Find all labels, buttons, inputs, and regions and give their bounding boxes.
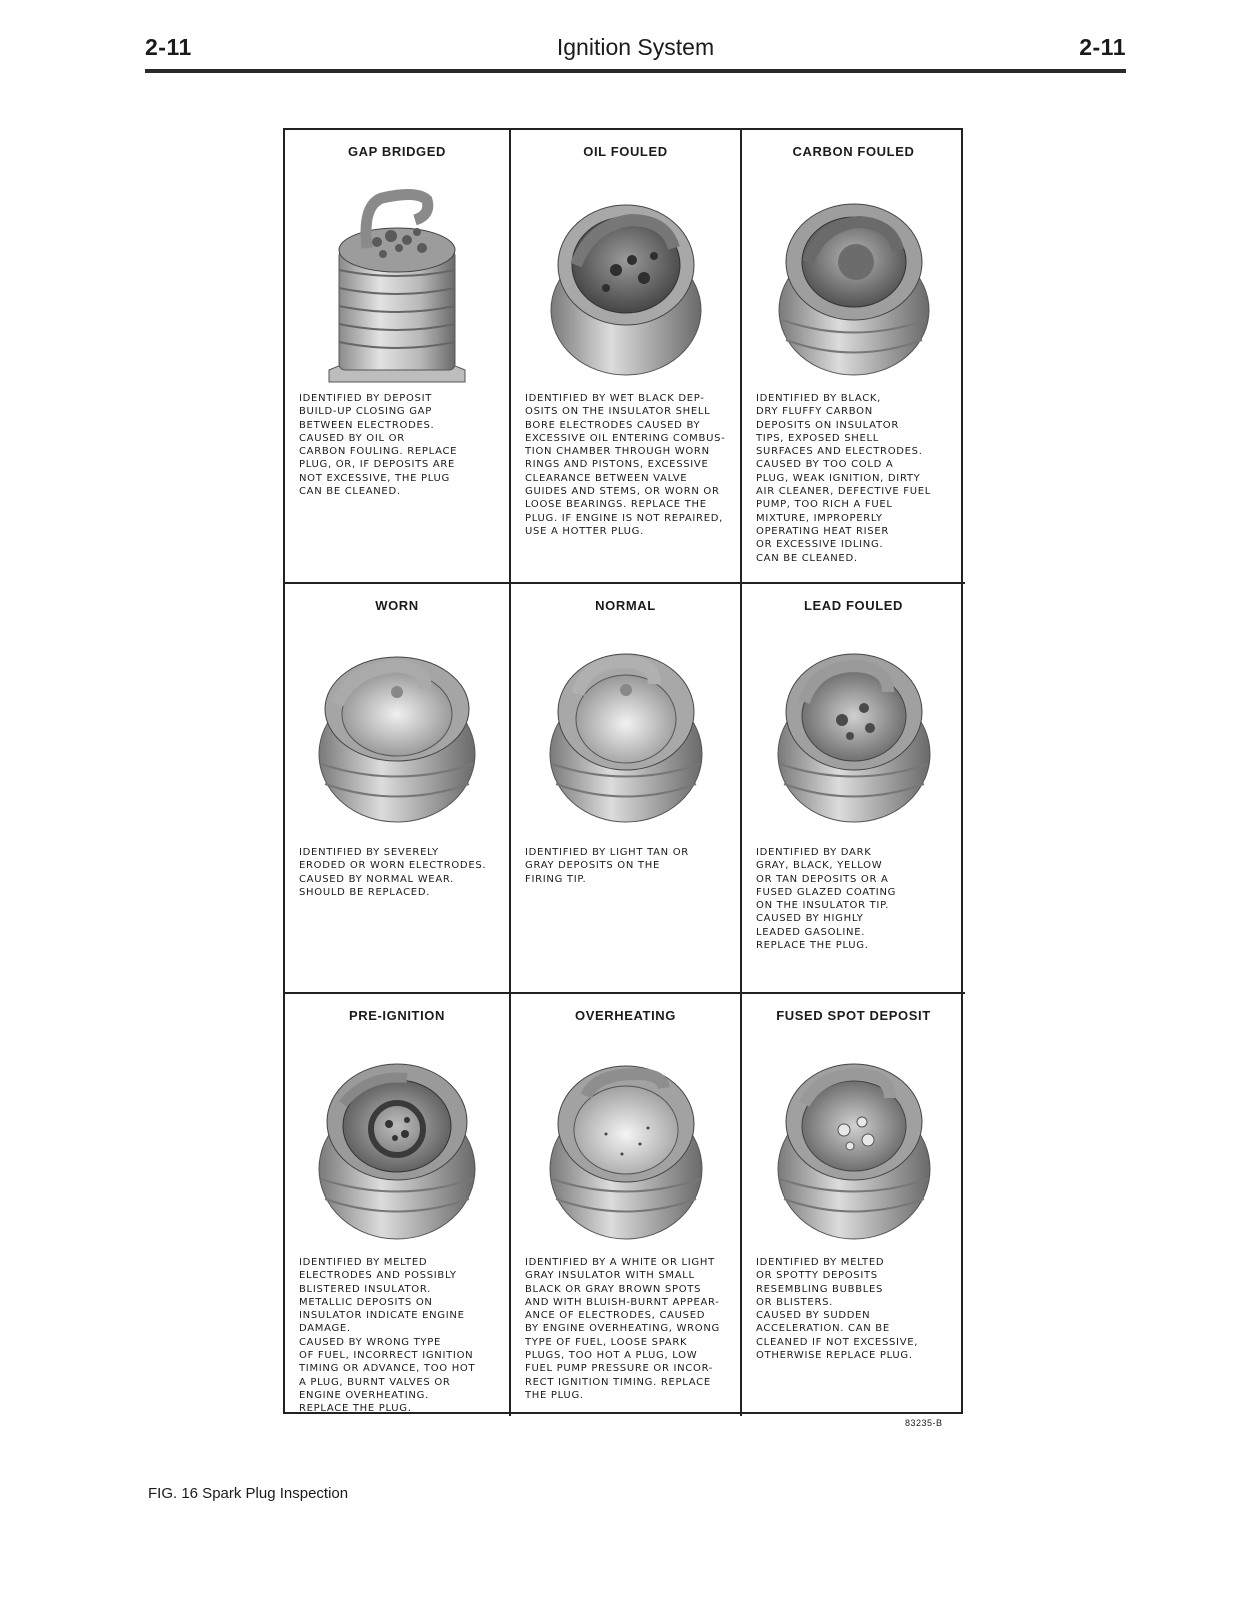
plug-cell-title: OIL FOULED xyxy=(583,144,668,159)
plug-cell-title: CARBON FOULED xyxy=(792,144,915,159)
plug-cell-carbon-fouled xyxy=(742,130,965,584)
spark-plug-worn-image xyxy=(307,624,487,839)
plug-cell-normal xyxy=(511,584,742,994)
plug-cell-description: IDENTIFIED BY SEVERELY ERODED OR WORN ELECTRODES. CAUSED BY NORMAL WEAR. SHOULD BE REPLACED. xyxy=(299,847,487,898)
plug-cell-worn xyxy=(285,584,511,994)
plug-cell-description: IDENTIFIED BY WET BLACK DEP- OSITS ON THE INSULATOR SHELL BORE ELECTRODES CAUSED BY EXCESSIVE OIL ENTERING COMBUS- TION CHAMBER THROUGH WORN RINGS AND PISTONS, EXCESSIVE CLEARANCE BETWEEN VALVE GUIDES AND STEMS, OR WORN OR LOOSE BEARINGS. REPLACE THE PLUG. IF ENGINE IS NOT REPAIRED, USE A HOTTER PLUG. xyxy=(525,393,726,537)
plug-cell-title: OVERHEATING xyxy=(575,1008,676,1023)
plug-cell-description: IDENTIFIED BY BLACK, DRY FLUFFY CARBON DEPOSITS ON INSULATOR TIPS, EXPOSED SHELL SURFACES AND ELECTRODES. CAUSED BY TOO COLD A PLUG, WEAK IGNITION, DIRTY AIR CLEANER, DEFECTIVE FUEL PUMP, TOO RICH A FUEL MIXTURE, IMPROPERLY OPERATING HEAT RISER OR EXCESSIVE IDLING. CAN BE CLEANED. xyxy=(756,393,932,564)
spark-plug-lead-fouled-image xyxy=(764,624,944,839)
spark-plug-pre-ignition-image xyxy=(307,1034,487,1249)
spark-plug-overheating-image xyxy=(536,1034,716,1249)
plug-cell-title: PRE-IGNITION xyxy=(348,1008,446,1023)
plug-cell-title: NORMAL xyxy=(595,598,656,613)
page-title: Ignition System xyxy=(556,34,715,60)
plug-cell-title: LEAD FOULED xyxy=(803,598,904,613)
plug-cell-description: IDENTIFIED BY MELTED ELECTRODES AND POSSIBLY BLISTERED INSULATOR. METALLIC DEPOSITS ON INSULATOR INDICATE ENGINE DAMAGE. CAUSED BY WRONG TYPE OF FUEL, INCORRECT IGNITION TIMING OR ADVANCE, TOO HOT A PLUG, BURNT VALVES OR ENGINE OVERHEATING. REPLACE THE PLUG. xyxy=(299,1257,476,1415)
plug-cell-description: IDENTIFIED BY LIGHT TAN OR GRAY DEPOSITS ON THE FIRING TIP. xyxy=(525,847,689,885)
spark-plug-normal-image xyxy=(536,624,716,839)
plug-cell-description: IDENTIFIED BY DARK GRAY, BLACK, YELLOW OR TAN DEPOSITS OR A FUSED GLAZED COATING ON THE INSULATOR TIP. CAUSED BY HIGHLY LEADED GASOLINE. REPLACE THE PLUG. xyxy=(756,847,897,952)
plug-cell-description: IDENTIFIED BY A WHITE OR LIGHT GRAY INSULATOR WITH SMALL BLACK OR GRAY BROWN SPOTS AND WITH BLUISH-BURNT APPEAR- ANCE OF ELECTRODES, CAUSED BY ENGINE OVERHEATING, WRONG TYPE OF FUEL, LOOSE SPARK PLUGS, TOO HOT A PLUG, LOW FUEL PUMP PRESSURE OR INCOR- RECT IGNITION TIMING. REPLACE THE PLUG. xyxy=(525,1257,720,1401)
plug-cell-pre-ignition xyxy=(285,994,511,1416)
spark-plug-oil-fouled-image xyxy=(536,170,716,385)
plug-cell-description: IDENTIFIED BY MELTED OR SPOTTY DEPOSITS RESEMBLING BUBBLES OR BLISTERS. CAUSED BY SUDDEN ACCELERATION. CAN BE CLEANED IF NOT EXCESSIVE, OTHERWISE REPLACE PLUG. xyxy=(756,1257,919,1362)
spark-plug-fused-spot-deposit-image xyxy=(764,1034,944,1249)
plug-cell-fused-spot-deposit xyxy=(742,994,965,1416)
plug-cell-title: WORN xyxy=(375,598,419,613)
plug-cell-lead-fouled xyxy=(742,584,965,994)
plug-cell-title: GAP BRIDGED xyxy=(347,144,447,159)
page-number-left: 2-11 xyxy=(145,34,192,60)
header-rule xyxy=(145,69,1126,73)
plug-cell-gap-bridged xyxy=(285,130,511,584)
figure-caption: FIG. 16 Spark Plug Inspection xyxy=(148,1485,349,1502)
spark-plug-carbon-fouled-image xyxy=(764,170,944,385)
plug-cell-overheating xyxy=(511,994,742,1416)
page-header xyxy=(145,30,1126,70)
spark-plug-gap-bridged-image xyxy=(307,170,487,385)
page-number-right: 2-11 xyxy=(1079,34,1126,60)
plug-cell-title: FUSED SPOT DEPOSIT xyxy=(776,1008,931,1023)
plug-cell-oil-fouled xyxy=(511,130,742,584)
figure-code: 83235-B xyxy=(905,1418,943,1428)
spark-plug-inspection-chart xyxy=(283,128,963,1414)
plug-cell-description: IDENTIFIED BY DEPOSIT BUILD-UP CLOSING GAP BETWEEN ELECTRODES. CAUSED BY OIL OR CARBON FOULING. REPLACE PLUG, OR, IF DEPOSITS ARE NOT EXCESSIVE, THE PLUG CAN BE CLEANED. xyxy=(299,393,458,498)
